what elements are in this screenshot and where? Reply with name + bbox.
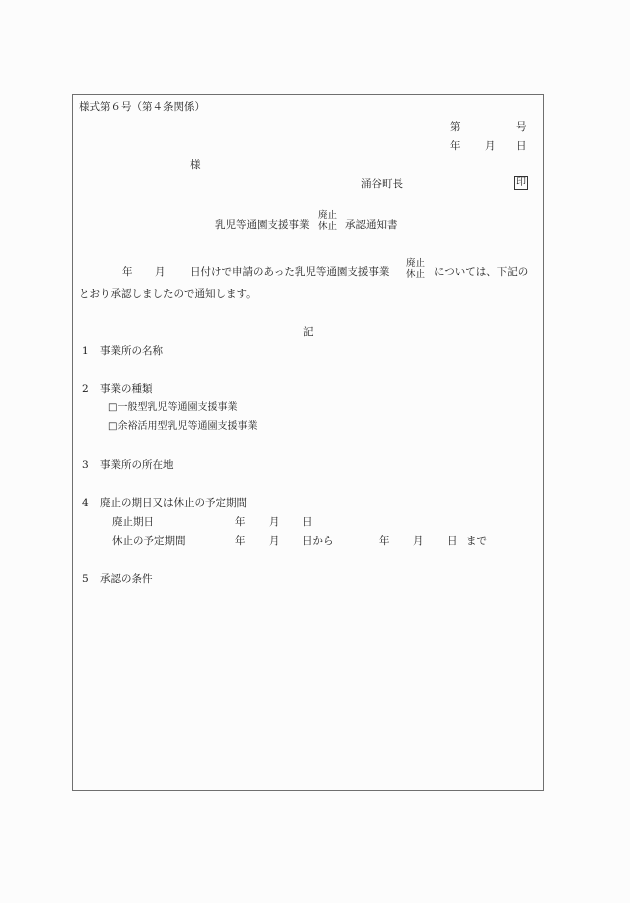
body-line1-text: 日付けで申請のあった乳児等通園支援事業 bbox=[190, 266, 390, 278]
business-type-checkbox-general[interactable]: □一般型乳児等通園支援事業 bbox=[108, 402, 238, 413]
item-3-label: 事業所の所在地 bbox=[100, 459, 174, 471]
title-stacked-options bbox=[318, 210, 337, 232]
body-line2: とおり承認しましたので通知します。 bbox=[79, 288, 257, 300]
suspend-end-month: 月 bbox=[413, 535, 424, 547]
body-month: 月 bbox=[155, 266, 166, 278]
seal-mark: 印 bbox=[516, 177, 526, 188]
abolish-date-day: 日 bbox=[302, 516, 313, 528]
abolish-date-month: 月 bbox=[269, 516, 280, 528]
form-label: 様式第６号（第４条関係） bbox=[79, 101, 205, 113]
title-suffix: 承認通知書 bbox=[345, 219, 398, 231]
title-option-suspend: 休止 bbox=[318, 221, 338, 232]
suspend-end-suffix: まで bbox=[466, 535, 487, 547]
abolish-date-year: 年 bbox=[235, 516, 246, 528]
suspend-start-year: 年 bbox=[235, 535, 246, 547]
suspend-end-day: 日 bbox=[447, 535, 458, 547]
ki-heading: 記 bbox=[303, 326, 314, 338]
date-year: 年 bbox=[450, 140, 461, 152]
abolish-date-label: 廃止期日 bbox=[112, 516, 154, 528]
item-2-label: 事業の種類 bbox=[100, 383, 153, 395]
item-5-label: 承認の条件 bbox=[100, 573, 153, 585]
suspend-end-year: 年 bbox=[379, 535, 390, 547]
title-prefix: 乳児等通園支援事業 bbox=[215, 219, 310, 231]
number-prefix: 第 bbox=[450, 121, 461, 133]
body-option-suspend: 休止 bbox=[406, 269, 426, 280]
issuer-name: 涌谷町長 bbox=[361, 178, 403, 190]
approval-notice-form bbox=[72, 94, 544, 791]
recipient-suffix: 様 bbox=[190, 159, 201, 171]
item-4-number: 4 bbox=[82, 497, 89, 509]
suspend-start-day: 日から bbox=[302, 535, 334, 547]
body-line1-end: については、下記の bbox=[434, 266, 529, 278]
suspend-period-label: 休止の予定期間 bbox=[112, 535, 186, 547]
item-3-number: 3 bbox=[82, 459, 89, 471]
suspend-start-month: 月 bbox=[269, 535, 280, 547]
business-type-checkbox-surplus[interactable]: □余裕活用型乳児等通園支援事業 bbox=[108, 421, 258, 432]
date-month: 月 bbox=[485, 140, 496, 152]
body-stacked-options bbox=[406, 258, 425, 280]
item-5-number: 5 bbox=[82, 573, 89, 585]
title-option-abolish: 廃止 bbox=[318, 210, 338, 221]
number-suffix: 号 bbox=[516, 121, 527, 133]
date-day: 日 bbox=[516, 140, 527, 152]
body-year: 年 bbox=[122, 266, 133, 278]
body-option-abolish: 廃止 bbox=[406, 258, 426, 269]
item-1-label: 事業所の名称 bbox=[100, 345, 163, 357]
item-1-number: 1 bbox=[82, 345, 89, 357]
item-4-label: 廃止の期日又は休止の予定期間 bbox=[100, 497, 247, 509]
item-2-number: 2 bbox=[82, 383, 89, 395]
